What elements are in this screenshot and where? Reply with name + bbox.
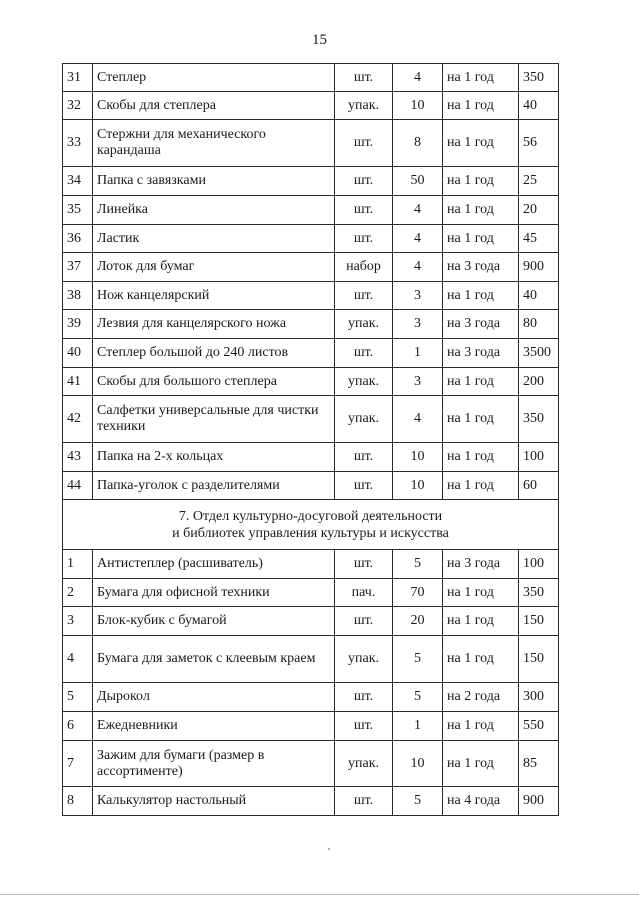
item-quantity: 1: [393, 712, 443, 741]
item-price: 100: [519, 550, 559, 579]
table-row: [63, 368, 559, 396]
item-quantity: 10: [393, 741, 443, 787]
item-quantity: 5: [393, 636, 443, 683]
item-price: 350: [519, 396, 559, 443]
item-period: на 1 год: [443, 368, 519, 396]
item-unit: шт.: [335, 167, 393, 196]
item-price: 25: [519, 167, 559, 196]
item-period: на 3 года: [443, 339, 519, 368]
item-unit: шт.: [335, 443, 393, 472]
item-quantity: 10: [393, 92, 443, 120]
item-quantity: 5: [393, 787, 443, 816]
table-row: [63, 225, 559, 253]
row-number: 42: [63, 396, 93, 443]
table-row: [63, 787, 559, 816]
item-price: 200: [519, 368, 559, 396]
item-quantity: 50: [393, 167, 443, 196]
table-row: [63, 64, 559, 92]
item-unit: упак.: [335, 368, 393, 396]
table-row: [63, 607, 559, 636]
item-name: Степлер большой до 240 листов: [93, 339, 335, 368]
item-unit: упак.: [335, 636, 393, 683]
item-period: на 1 год: [443, 120, 519, 167]
table-row: [63, 683, 559, 712]
item-price: 40: [519, 92, 559, 120]
section-header-row: [63, 500, 559, 550]
table-row: [63, 92, 559, 120]
row-number: 41: [63, 368, 93, 396]
item-price: 900: [519, 253, 559, 282]
item-unit: упак.: [335, 741, 393, 787]
item-unit: шт.: [335, 712, 393, 741]
item-unit: шт.: [335, 64, 393, 92]
table-row: [63, 120, 559, 167]
item-name: Ластик: [93, 225, 335, 253]
row-number: 2: [63, 579, 93, 607]
item-quantity: 70: [393, 579, 443, 607]
item-price: 60: [519, 472, 559, 500]
table-row: [63, 550, 559, 579]
item-quantity: 5: [393, 550, 443, 579]
item-name: Калькулятор настольный: [93, 787, 335, 816]
item-period: на 1 год: [443, 443, 519, 472]
item-quantity: 4: [393, 225, 443, 253]
item-unit: шт.: [335, 550, 393, 579]
scan-speck: [328, 848, 330, 850]
row-number: 34: [63, 167, 93, 196]
table-row: [63, 472, 559, 500]
item-unit: шт.: [335, 282, 393, 310]
item-price: 40: [519, 282, 559, 310]
table-row: [63, 253, 559, 282]
table-row: [63, 196, 559, 225]
item-quantity: 4: [393, 253, 443, 282]
item-unit: упак.: [335, 92, 393, 120]
table-row: [63, 339, 559, 368]
item-period: на 1 год: [443, 741, 519, 787]
item-price: 100: [519, 443, 559, 472]
item-name: Скобы для большого степлера: [93, 368, 335, 396]
item-period: на 1 год: [443, 636, 519, 683]
row-number: 7: [63, 741, 93, 787]
item-name: Ежедневники: [93, 712, 335, 741]
item-unit: пач.: [335, 579, 393, 607]
item-price: 45: [519, 225, 559, 253]
supplies-table: [62, 63, 559, 816]
item-unit: шт.: [335, 120, 393, 167]
page-number: 15: [312, 32, 327, 48]
item-name: Нож канцелярский: [93, 282, 335, 310]
item-period: на 3 года: [443, 550, 519, 579]
item-price: 20: [519, 196, 559, 225]
row-number: 39: [63, 310, 93, 339]
item-price: 150: [519, 607, 559, 636]
item-name: Антистеплер (расшиватель): [93, 550, 335, 579]
item-period: на 1 год: [443, 167, 519, 196]
item-quantity: 8: [393, 120, 443, 167]
row-number: 37: [63, 253, 93, 282]
item-unit: шт.: [335, 683, 393, 712]
item-name: Лоток для бумаг: [93, 253, 335, 282]
section-title-line-1: 7. Отдел культурно-досуговой деятельности: [178, 508, 443, 524]
item-period: на 1 год: [443, 607, 519, 636]
item-name: Зажим для бумаги (размер в ассортименте): [93, 741, 335, 787]
item-name: Папка на 2-х кольцах: [93, 443, 335, 472]
item-name: Салфетки универсальные для чистки техники: [93, 396, 335, 443]
table-row: [63, 443, 559, 472]
item-quantity: 10: [393, 443, 443, 472]
table-row: [63, 396, 559, 443]
item-quantity: 3: [393, 310, 443, 339]
item-price: 350: [519, 579, 559, 607]
item-unit: шт.: [335, 225, 393, 253]
item-quantity: 4: [393, 396, 443, 443]
item-name: Бумага для заметок с клеевым краем: [93, 636, 335, 683]
row-number: 5: [63, 683, 93, 712]
page-bottom-rule: [0, 894, 639, 895]
row-number: 4: [63, 636, 93, 683]
row-number: 3: [63, 607, 93, 636]
table-row: [63, 310, 559, 339]
item-name: Дырокол: [93, 683, 335, 712]
section-title-line-2: и библиотек управления культуры и искусства: [172, 525, 449, 541]
item-unit: шт.: [335, 787, 393, 816]
item-unit: шт.: [335, 607, 393, 636]
row-number: 6: [63, 712, 93, 741]
section-title: [63, 500, 559, 550]
row-number: 35: [63, 196, 93, 225]
row-number: 40: [63, 339, 93, 368]
item-period: на 1 год: [443, 225, 519, 253]
item-period: на 1 год: [443, 196, 519, 225]
item-price: 3500: [519, 339, 559, 368]
item-price: 550: [519, 712, 559, 741]
row-number: 32: [63, 92, 93, 120]
item-name: Папка с завязками: [93, 167, 335, 196]
item-period: на 2 года: [443, 683, 519, 712]
item-period: на 1 год: [443, 396, 519, 443]
item-name: Бумага для офисной техники: [93, 579, 335, 607]
row-number: 44: [63, 472, 93, 500]
row-number: 43: [63, 443, 93, 472]
item-name: Лезвия для канцелярского ножа: [93, 310, 335, 339]
item-price: 900: [519, 787, 559, 816]
item-period: на 1 год: [443, 712, 519, 741]
item-name: Скобы для степлера: [93, 92, 335, 120]
item-unit: набор: [335, 253, 393, 282]
item-quantity: 5: [393, 683, 443, 712]
row-number: 1: [63, 550, 93, 579]
item-price: 85: [519, 741, 559, 787]
item-period: на 1 год: [443, 92, 519, 120]
row-number: 8: [63, 787, 93, 816]
item-name: Линейка: [93, 196, 335, 225]
item-quantity: 1: [393, 339, 443, 368]
item-quantity: 4: [393, 196, 443, 225]
item-period: на 3 года: [443, 310, 519, 339]
item-period: на 4 года: [443, 787, 519, 816]
row-number: 38: [63, 282, 93, 310]
table-row: [63, 282, 559, 310]
item-price: 300: [519, 683, 559, 712]
item-quantity: 3: [393, 282, 443, 310]
row-number: 33: [63, 120, 93, 167]
item-period: на 3 года: [443, 253, 519, 282]
row-number: 31: [63, 64, 93, 92]
item-quantity: 3: [393, 368, 443, 396]
table-row: [63, 636, 559, 683]
table-row: [63, 741, 559, 787]
item-name: Степлер: [93, 64, 335, 92]
item-quantity: 20: [393, 607, 443, 636]
item-price: 80: [519, 310, 559, 339]
item-price: 350: [519, 64, 559, 92]
item-period: на 1 год: [443, 282, 519, 310]
item-unit: шт.: [335, 196, 393, 225]
item-unit: упак.: [335, 310, 393, 339]
item-period: на 1 год: [443, 64, 519, 92]
item-name: Стержни для механического карандаша: [93, 120, 335, 167]
item-period: на 1 год: [443, 579, 519, 607]
item-quantity: 4: [393, 64, 443, 92]
table-row: [63, 579, 559, 607]
item-name: Блок-кубик с бумагой: [93, 607, 335, 636]
item-period: на 1 год: [443, 472, 519, 500]
table-row: [63, 167, 559, 196]
item-unit: шт.: [335, 339, 393, 368]
item-name: Папка-уголок с разделителями: [93, 472, 335, 500]
item-unit: шт.: [335, 472, 393, 500]
table-row: [63, 712, 559, 741]
item-quantity: 10: [393, 472, 443, 500]
item-unit: упак.: [335, 396, 393, 443]
item-price: 56: [519, 120, 559, 167]
row-number: 36: [63, 225, 93, 253]
item-price: 150: [519, 636, 559, 683]
